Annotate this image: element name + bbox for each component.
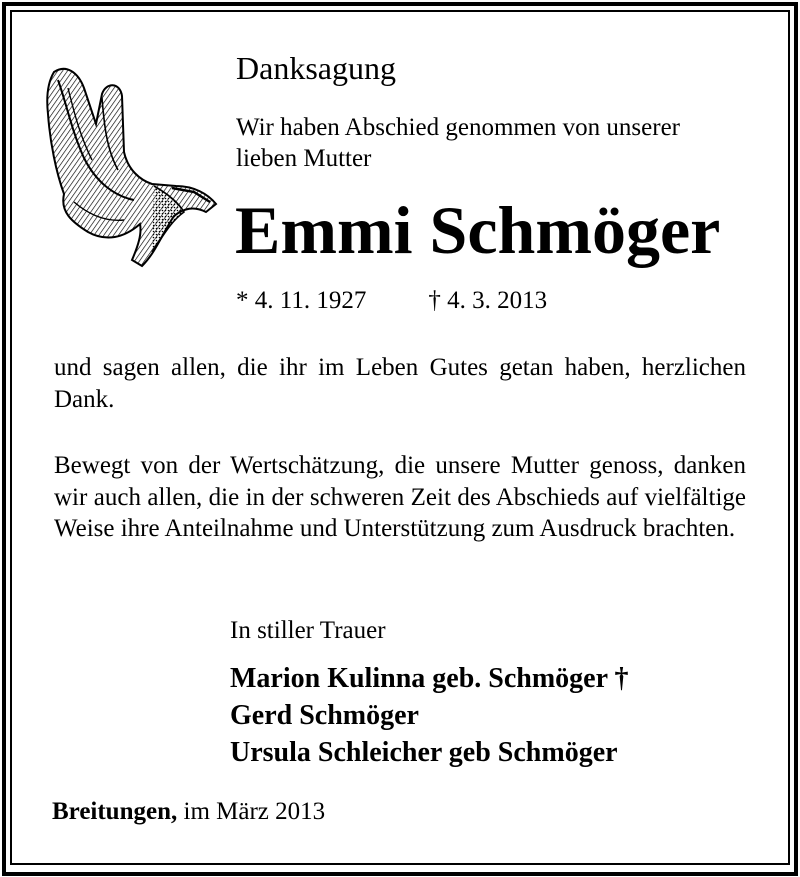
notice-heading: Danksagung xyxy=(236,50,396,86)
place-date-line xyxy=(52,799,325,824)
death-date: † 4. 3. 2013 xyxy=(428,287,548,314)
deceased-name: Emmi Schmöger xyxy=(235,192,721,268)
mourner-name: Ursula Schleicher geb Schmöger xyxy=(230,737,618,768)
birth-date: * 4. 11. 1927 xyxy=(236,287,367,314)
place-name: Breitungen, xyxy=(52,798,178,825)
mourners-list xyxy=(230,660,629,771)
appreciation-paragraph: Bewegt von der Wertschätzung, die unsere Mutter genoss, danken wir auch allen, die in der schweren Zeit des Abschieds auf vielfältige Weise ihre Anteilnahme und Unterstützung zum Ausdruck brachten. xyxy=(54,452,746,542)
intro-line-2: lieben Mutter xyxy=(236,145,372,172)
notice-date: im März 2013 xyxy=(183,798,326,825)
mourner-name: Marion Kulinna geb. Schmöger † xyxy=(230,663,629,694)
mourning-line: In stiller Trauer xyxy=(230,617,386,644)
intro-line-1: Wir haben Abschied genommen von unserer xyxy=(236,114,681,141)
praying-hands-icon xyxy=(44,62,220,270)
intro-text xyxy=(236,112,680,174)
mourner-name: Gerd Schmöger xyxy=(230,700,419,731)
thanks-paragraph: und sagen allen, die ihr im Leben Gutes getan haben, herzlichen Dank. xyxy=(54,354,746,413)
life-dates xyxy=(236,288,547,313)
